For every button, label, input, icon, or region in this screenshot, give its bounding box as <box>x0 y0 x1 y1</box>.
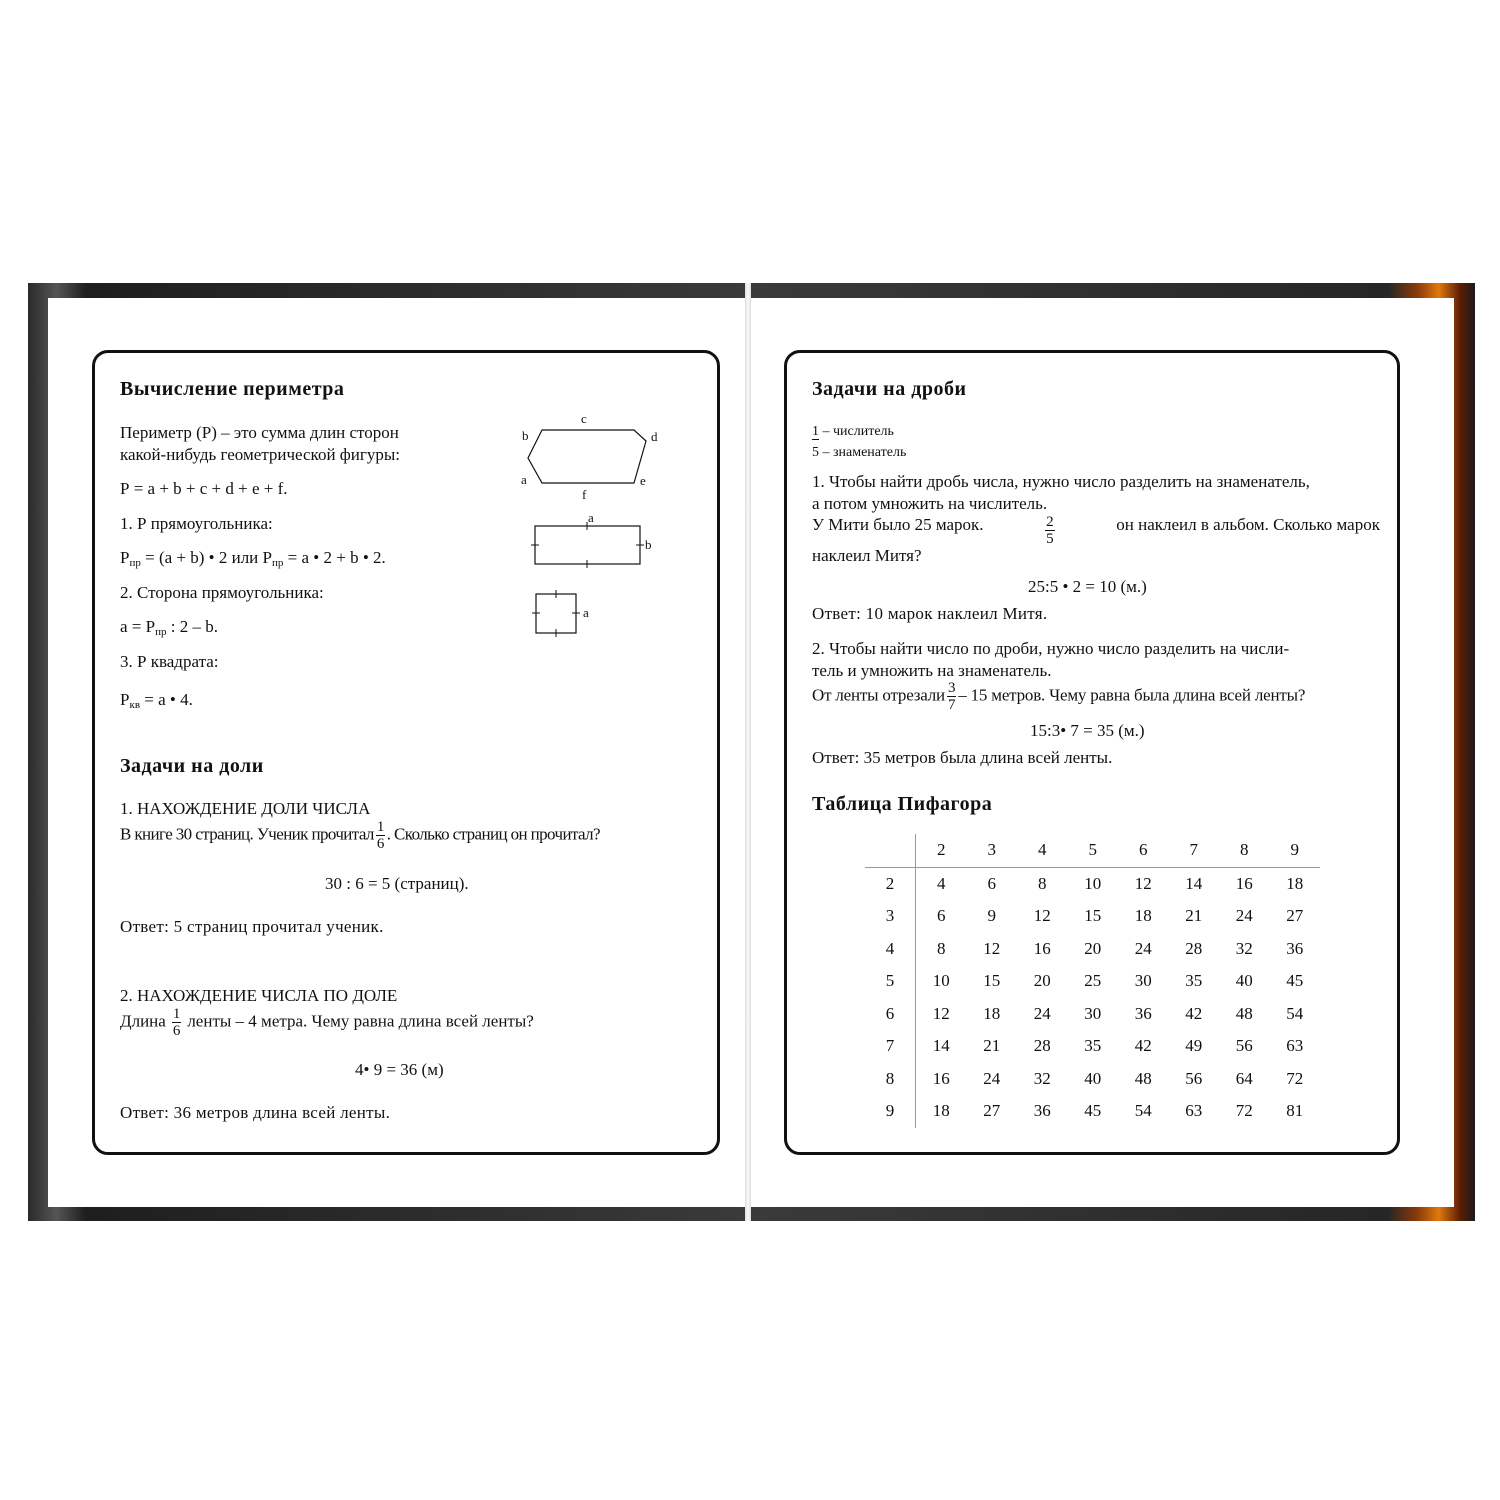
numerator-legend: 1 – числитель <box>812 424 894 439</box>
table-row-header: 7 <box>865 1030 916 1063</box>
table-cell: 32 <box>1033 1068 1051 1088</box>
table-cell: 25 <box>1084 971 1102 991</box>
fraction-one-sixth-2: $\frac{1}{6}$ <box>172 1006 181 1039</box>
table-cell: 4 <box>937 873 946 893</box>
hexagon-label-d: d <box>651 429 658 444</box>
table-cell: 42 <box>1185 1003 1203 1023</box>
table-cell: 36 <box>1286 938 1304 958</box>
table-cell: 56 <box>1235 1036 1253 1056</box>
table-cell: 35 <box>1084 1036 1102 1056</box>
table-cell: 18 <box>983 1003 1001 1023</box>
table-cell: 30 <box>1134 971 1152 991</box>
shares-subheading-2: 2. НАХОЖДЕНИЕ ЧИСЛА ПО ДОЛЕ <box>120 986 398 1005</box>
table-cell: 72 <box>1286 1068 1304 1088</box>
fraction-calculation-1: 25:5 • 2 = 10 (м.) <box>1028 577 1147 596</box>
table-row <box>865 900 1320 933</box>
table-row <box>865 998 1320 1031</box>
table-cell: 40 <box>1235 971 1253 991</box>
table-cell: 20 <box>1033 971 1051 991</box>
table-header-row <box>865 834 1320 867</box>
perimeter-title: Вычисление периметра <box>120 378 345 400</box>
table-cell: 12 <box>1033 906 1051 926</box>
table-cell: 12 <box>983 938 1001 958</box>
table-cell: 12 <box>932 1003 950 1023</box>
shares-answer-2: Ответ: 36 метров длина всей ленты. <box>120 1103 391 1122</box>
table-cell: 18 <box>932 1101 950 1121</box>
fraction-calculation-2: 15:3• 7 = 35 (м.) <box>1030 721 1145 740</box>
table-cell: 81 <box>1286 1101 1304 1121</box>
fraction-three-sevenths: $\frac{3}{7}$ <box>947 680 956 713</box>
square-perimeter-heading: 3. Р квадрата: <box>120 652 219 671</box>
table-row-header: 5 <box>865 965 916 998</box>
table-cell: 10 <box>932 971 950 991</box>
table-cell: 48 <box>1235 1003 1253 1023</box>
hexagon-label-f: f <box>582 487 587 502</box>
shares-problem-1: В книге 30 страниц. Ученик прочитал $\frac{1}{6}$ . Сколько страниц он прочитал? <box>120 819 600 852</box>
shares-title: Задачи на доли <box>120 755 264 777</box>
table-cell: 12 <box>1134 873 1152 893</box>
table-cell: 35 <box>1185 971 1203 991</box>
table-row <box>865 1030 1320 1063</box>
table-cell: 15 <box>983 971 1001 991</box>
table-row <box>865 933 1320 966</box>
pythagoras-table <box>865 834 1320 1128</box>
table-header-cell <box>865 834 916 867</box>
fraction-rule-2-line1: 2. Чтобы найти число по дроби, нужно число разделить на числи- <box>812 639 1290 658</box>
table-cell: 54 <box>1286 1003 1304 1023</box>
fraction-example-1: У Мити было 25 марок. $\frac{2}{5}$ он наклеил в альбом. Сколько марок <box>812 514 1380 547</box>
table-cell: 64 <box>1235 1068 1253 1088</box>
table-row-header: 9 <box>865 1095 916 1128</box>
rectangle-side-heading: 2. Сторона прямоугольника: <box>120 583 324 602</box>
table-cell: 32 <box>1235 938 1253 958</box>
fractions-title: Задачи на дроби <box>812 378 967 400</box>
table-header-cell: 7 <box>1169 834 1220 867</box>
table-cell: 6 <box>937 906 946 926</box>
rectangle-perimeter-formula: $P_{пр} = (a + b)$ • 2 или $P_{пр} = a$ • 2 + b • 2. <box>120 548 386 569</box>
fraction-example-1-line2: наклеил Митя? <box>812 546 922 565</box>
table-header-cell: 9 <box>1270 834 1321 867</box>
rectangle-side-formula: $a = P_{пр}$ : 2 – b. <box>120 617 218 638</box>
table-cell: 30 <box>1084 1003 1102 1023</box>
table-cell: 27 <box>983 1101 1001 1121</box>
geometry-figures <box>510 408 670 638</box>
rectangle-perimeter-heading: 1. Р прямоугольника: <box>120 514 273 533</box>
fraction-answer-1: Ответ: 10 марок наклеил Митя. <box>812 604 1048 623</box>
table-header-cell: 2 <box>916 834 967 867</box>
table-cell: 10 <box>1084 873 1102 893</box>
rectangle-label-b: b <box>645 537 652 552</box>
denominator-legend: 5 – знаменатель <box>812 445 907 460</box>
fraction-rule-2-line2: тель и умножить на знаменатель. <box>812 661 1052 680</box>
table-cell: 20 <box>1084 938 1102 958</box>
square-label-a: a <box>583 605 589 620</box>
table-cell: 24 <box>1235 906 1253 926</box>
table-cell: 24 <box>983 1068 1001 1088</box>
table-cell: 27 <box>1286 906 1304 926</box>
table-cell: 45 <box>1286 971 1304 991</box>
fraction-two-fifths: $\frac{2}{5}$ <box>1046 514 1054 547</box>
perimeter-formula: Р = a + b + c + d + e + f. <box>120 479 288 498</box>
table-cell: 21 <box>1185 906 1203 926</box>
table-cell: 28 <box>1033 1036 1051 1056</box>
table-cell: 56 <box>1185 1068 1203 1088</box>
fraction-rule-1-line2: а потом умножить на числитель. <box>812 494 1048 513</box>
square-perimeter-formula: $P_{кв} = a$ • 4. <box>120 690 193 711</box>
table-row-header: 2 <box>865 867 916 900</box>
table-header-cell: 6 <box>1118 834 1169 867</box>
table-row-header: 8 <box>865 1063 916 1096</box>
table-row <box>865 965 1320 998</box>
table-cell: 21 <box>983 1036 1001 1056</box>
book-spine-gutter <box>745 283 751 1221</box>
table-cell: 16 <box>932 1068 950 1088</box>
table-cell: 48 <box>1134 1068 1152 1088</box>
table-cell: 24 <box>1033 1003 1051 1023</box>
shares-answer-1: Ответ: 5 страниц прочитал ученик. <box>120 917 384 936</box>
hexagon-label-a: a <box>521 472 527 487</box>
hexagon-figure <box>528 430 646 483</box>
table-header-cell: 8 <box>1219 834 1270 867</box>
pythagoras-title: Таблица Пифагора <box>812 793 993 815</box>
table-cell: 15 <box>1084 906 1102 926</box>
table-cell: 14 <box>932 1036 950 1056</box>
fraction-answer-2: Ответ: 35 метров была длина всей ленты. <box>812 748 1113 767</box>
shares-calculation-2: 4• 9 = 36 (м) <box>355 1060 444 1079</box>
hexagon-label-b: b <box>522 428 529 443</box>
table-cell: 9 <box>987 906 996 926</box>
table-header-cell: 5 <box>1068 834 1119 867</box>
rectangle-label-a: a <box>588 510 594 525</box>
hexagon-label-e: e <box>640 473 646 488</box>
table-row <box>865 867 1320 900</box>
table-cell: 36 <box>1033 1101 1051 1121</box>
table-cell: 63 <box>1286 1036 1304 1056</box>
table-cell: 49 <box>1185 1036 1203 1056</box>
table-cell: 40 <box>1084 1068 1102 1088</box>
table-cell: 45 <box>1084 1101 1102 1121</box>
table-row-header: 4 <box>865 933 916 966</box>
fraction-one-sixth: $\frac{1}{6}$ <box>376 819 384 852</box>
table-row <box>865 1063 1320 1096</box>
table-cell: 18 <box>1134 906 1152 926</box>
table-cell: 16 <box>1235 873 1253 893</box>
table-cell: 24 <box>1134 938 1152 958</box>
rectangle-figure <box>535 526 640 564</box>
perimeter-definition-line1: Периметр (Р) – это сумма длин сторон <box>120 423 399 442</box>
fraction-rule-1-line1: 1. Чтобы найти дробь числа, нужно число разделить на знаменатель, <box>812 472 1310 491</box>
table-cell: 16 <box>1033 938 1051 958</box>
table-cell: 8 <box>937 938 946 958</box>
table-cell: 18 <box>1286 873 1304 893</box>
table-header-cell: 3 <box>967 834 1018 867</box>
shares-calculation-1: 30 : 6 = 5 (страниц). <box>325 874 469 893</box>
table-row-header: 3 <box>865 900 916 933</box>
hexagon-label-c: c <box>581 411 587 426</box>
shares-subheading-1: 1. НАХОЖДЕНИЕ ДОЛИ ЧИСЛА <box>120 799 371 818</box>
table-header-cell: 4 <box>1017 834 1068 867</box>
table-cell: 42 <box>1134 1036 1152 1056</box>
square-figure <box>536 594 576 633</box>
table-cell: 63 <box>1185 1101 1203 1121</box>
table-cell: 54 <box>1134 1101 1152 1121</box>
table-row-header: 6 <box>865 998 916 1031</box>
table-cell: 72 <box>1235 1101 1253 1121</box>
table-cell: 28 <box>1185 938 1203 958</box>
table-cell: 36 <box>1134 1003 1152 1023</box>
fraction-example-2: От ленты отрезали $\frac{3}{7}$ – 15 метров. Чему равна была длина всей ленты? <box>812 680 1306 713</box>
table-row <box>865 1095 1320 1128</box>
table-cell: 8 <box>1038 873 1047 893</box>
shares-problem-2: Длина $\frac{1}{6}$ ленты – 4 метра. Чему равна длина всей ленты? <box>120 1006 534 1039</box>
table-cell: 14 <box>1185 873 1203 893</box>
table-cell: 6 <box>987 873 996 893</box>
perimeter-definition-line2: какой-нибудь геометрической фигуры: <box>120 445 401 464</box>
